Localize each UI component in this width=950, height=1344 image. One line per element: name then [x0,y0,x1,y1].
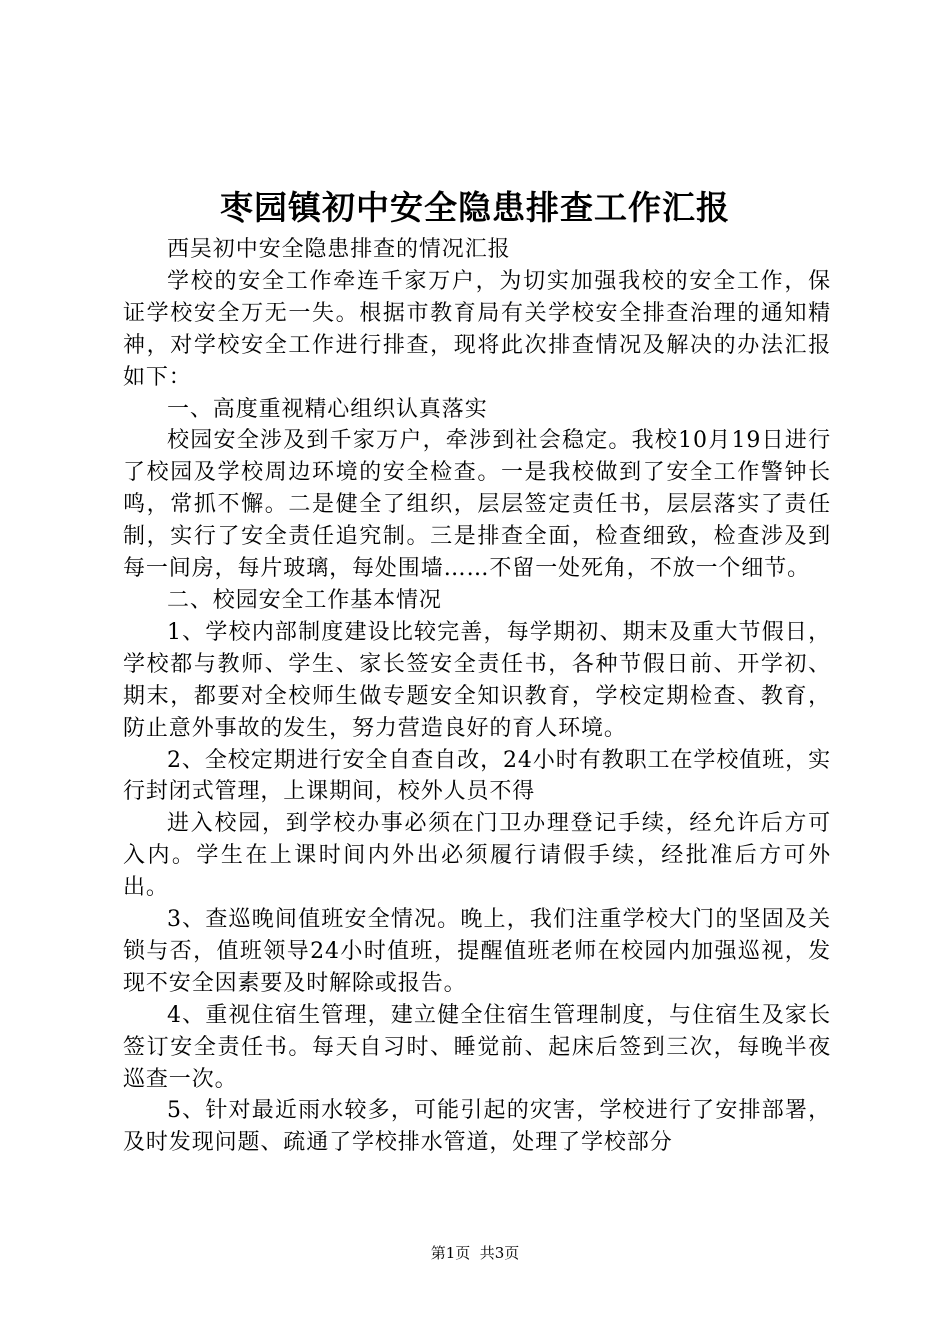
paragraph-item-3: 3、查巡晚间值班安全情况。晚上，我们注重学校大门的坚固及关锁与否，值班领导24小时值班，提醒值班老师在校园内加强巡视，发现不安全因素要及时解除或报告。 [123,907,831,996]
paragraph-item-1: 1、学校内部制度建设比较完善，每学期初、期末及重大节假日，学校都与教师、学生、家长签安全责任书，各种节假日前、开学初、期末，都要对全校师生做专题安全知识教育，学校定期检查、教育，防止意外事故的发生，努力营造良好的育人环境。 [123,619,831,741]
paragraph-subtitle: 西吴初中安全隐患排查的情况汇报 [167,237,511,262]
paragraph-intro: 学校的安全工作牵连千家万户，为切实加强我校的安全工作，保证学校安全万无一失。根据市教育局有关学校安全排查治理的通知精神，对学校安全工作进行排查，现将此次排查情况及解决的办法汇报如下： [123,268,831,390]
paragraph-item-2: 2、全校定期进行安全自查自改，24小时有教职工在学校值班，实行封闭式管理，上课期间，校外人员不得 [123,747,831,805]
section-heading-1: 一、高度重视精心组织认真落实 [167,396,488,422]
section-heading-2: 二、校园安全工作基本情况 [167,587,442,613]
page-number-footer: 第1页 共3页 [430,1244,520,1262]
document-title: 枣园镇初中安全隐患排查工作汇报 [220,188,730,227]
document-body [123,234,831,1159]
paragraph-section-1: 校园安全涉及到千家万户，牵涉到社会稳定。我校10月19日进行了校园及学校周边环境的安全检查。一是我校做到了安全工作警钟长鸣，常抓不懈。二是健全了组织，层层签定责任书，层层落实了责任制，实行了安全责任追究制。三是排查全面，检查细致，检查涉及到每一间房，每片玻璃，每处围墙……不留一处死角，不放一个细节。 [123,428,831,582]
paragraph-item-5: 5、针对最近雨水较多，可能引起的灾害，学校进行了安排部署，及时发现问题、疏通了学校排水管道，处理了学校部分 [123,1098,831,1156]
paragraph-item-4: 4、重视住宿生管理，建立健全住宿生管理制度，与住宿生及家长签订安全责任书。每天自习时、睡觉前、起床后签到三次，每晚半夜巡查一次。 [123,1002,831,1092]
paragraph-item-2-continued: 进入校园，到学校办事必须在门卫办理登记手续，经允许后方可入内。学生在上课时间内外出必须履行请假手续，经批准后方可外出。 [123,811,831,901]
